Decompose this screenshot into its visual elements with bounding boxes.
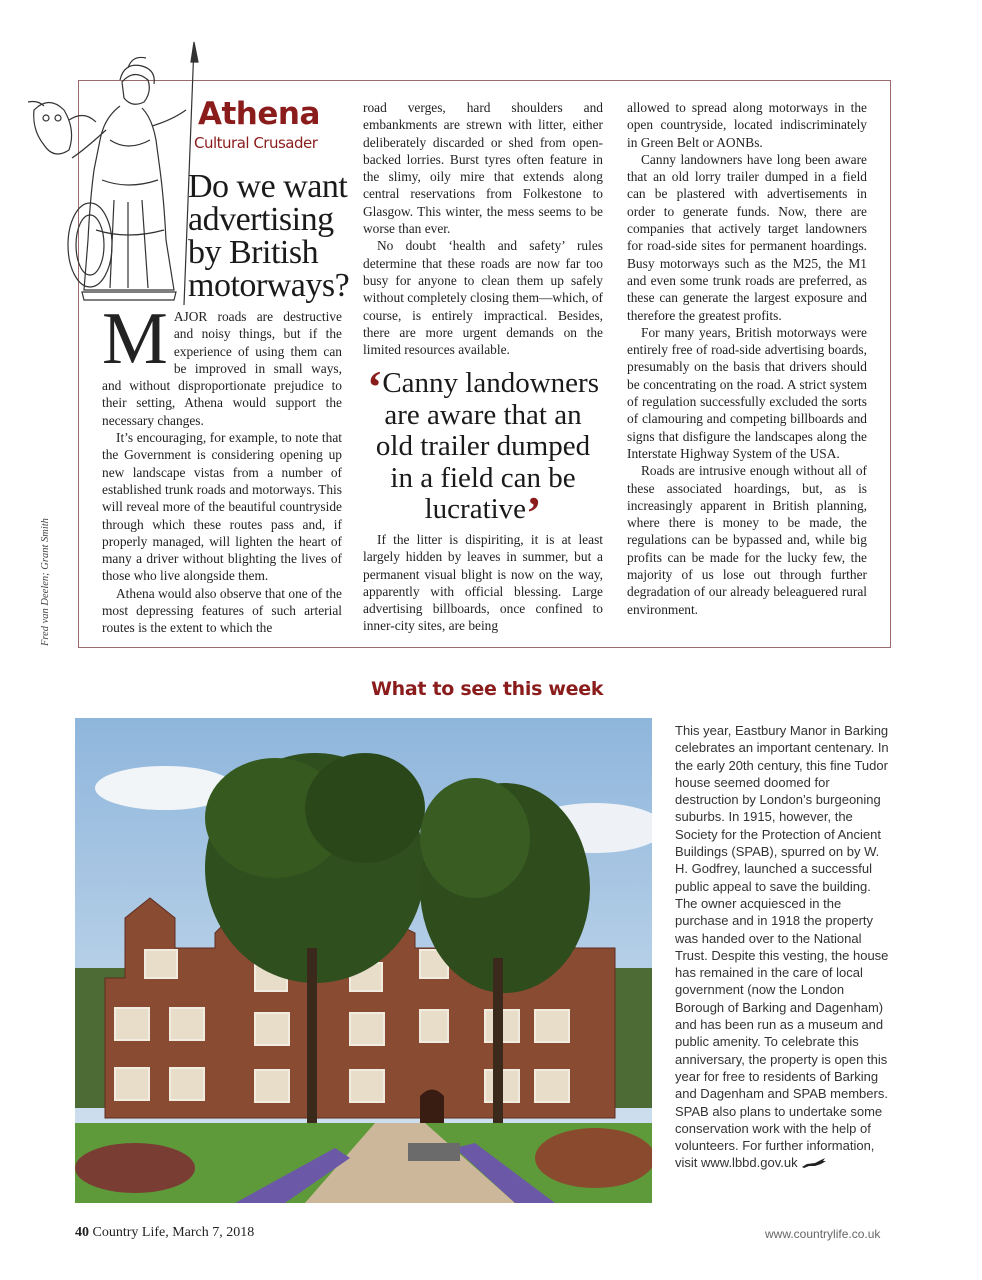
paragraph: allowed to spread along motorways in the open countryside, located indiscriminately in Green Belt or AONBs. (627, 100, 867, 150)
footer-website[interactable]: www.countrylife.co.uk (765, 1227, 881, 1241)
footer-issue: 40 Country Life, March 7, 2018 (75, 1225, 255, 1240)
column-name: Athena (198, 96, 320, 132)
paragraph-intro: MAJOR roads are destructive and noisy things, but if the experience of using them can be improved in small ways, and without disproportionate prejudice to their setting, Athena would support the necessary changes. (102, 298, 342, 428)
paragraph: It’s encouraging, for example, to note that the Government is considering opening up new landscape vistas from a number of established trunk roads and motorways. This will reveal more of the beautiful countryside through which these routes pass and, if properly managed, will lighten the heart of many a driver without blighting the lives of those who live alongside them. (102, 430, 342, 584)
eastbury-manor-photo (75, 718, 652, 1203)
drop-cap: M (102, 298, 168, 380)
column-subtitle: Cultural Crusader (194, 134, 318, 152)
page-number: 40 (75, 1225, 89, 1240)
paragraph: road verges, hard shoulders and embankments are strewn with litter, either deliberately discarded or shed from open-backed lorries. Burst tyres often feature in the slimy, oily mire that extends along central reservations from Folkestone to Glasgow. This winter, the mess seems to be worse than ever. (363, 100, 603, 237)
pull-quote-text: Canny landowners are aware that an old trailer dumped in a field can be lucrative (375, 367, 599, 525)
article-column-2-continued (363, 531, 603, 635)
paragraph: Athena would also observe that one of the most depressing features of such arterial routes is the extent to which the (102, 585, 342, 636)
paragraph: If the litter is dispiriting, it is at least largely hidden by leaves in summer, but a permanent visual blight is now on the way, apparently with official blessing. Large advertising billboards, once confined to inner-city sites, are being (363, 532, 603, 634)
athena-illustration (24, 40, 204, 310)
illustration-credit: Fred van Deelen; Grant Smith (40, 518, 51, 646)
paragraph: For many years, British motorways were entirely free of road-side advertising boards, presumably on the basis that drivers should be concentrating on the road. A strict system of regulation successfully excluded the sorts of clamouring and competing billboards and signs that disfigure the landscapes along the Interstate Highway System of the USA. (627, 324, 867, 461)
article-column-2 (363, 99, 603, 358)
paragraph: Roads are intrusive enough without all of these associated hoardings, but, as is increasingly apparent in British planning, where there is money to be made, the regulations can be bypassed and, while big profits can be made for the lucky few, the majority of us lose out through further degradation of our already beleaguered rural environment. (627, 463, 867, 617)
open-quote-mark: ‘ (367, 361, 383, 412)
feature-body: This year, Eastbury Manor in Barking celebrates an important centenary. In the early 20th century, this fine Tudor house seemed doomed for destruction by London’s burgeoning suburbs. In 1915, however, the Society for the Protection of Ancient Buildings (SPAB), spurred on by W. H. Godfrey, launched a successful public appeal to save the building. The owner acquiesced in the purchase and in 1918 the property was handed over to the National Trust. Despite this vesting, the house has remained in the care of local government (now the London Borough of Barking and Dagenham) and has been run as a museum and public amenity. To celebrate this anniversary, the property is open this year for free to residents of Barking and Dagenham and SPAB members. SPAB also plans to undertake some conservation work with the help of volunteers. For further information, visit www.lbbd.gov.uk (675, 722, 895, 1174)
article-column-3 (627, 99, 867, 618)
article-column-1 (102, 298, 342, 637)
paragraph: Canny landowners have long been aware that an old lorry trailer dumped in a field can be plastered with advertisements in order to generate funds. Now, there are companies that actively target landowners for road-side sites for permanent hoardings. Busy motorways such as the M25, the M1 and even some trunk roads are preferred, as these can generate the largest exposure and therefore the greatest profits. (627, 151, 867, 323)
article-headline: Do we want advertising by British motorways? (188, 168, 350, 304)
deer-icon (801, 1156, 827, 1173)
paragraph: No doubt ‘health and safety’ rules determine that these roads are now far too busy for anyone to clean them up safely without completely closing them—which, of course, is entirely impractical. Besides, there are more urgent demands on the limited resources available. (363, 238, 603, 358)
pull-quote (363, 361, 603, 538)
close-quote-mark: ’ (526, 487, 542, 538)
feature-title: What to see this week (371, 678, 604, 700)
